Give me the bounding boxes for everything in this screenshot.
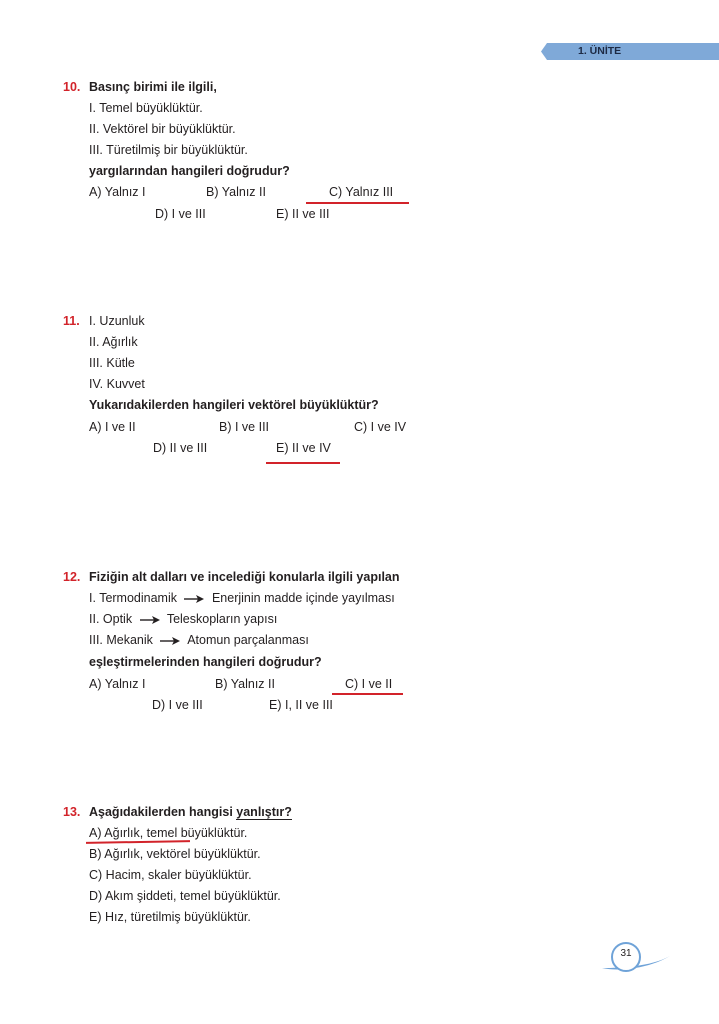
q10-option-d: D) I ve III xyxy=(155,207,206,221)
q12-pair-1 xyxy=(89,591,395,605)
q12-pair-2 xyxy=(89,612,277,626)
arrow-right-icon xyxy=(160,636,180,646)
unit-label: 1. ÜNİTE xyxy=(578,45,622,57)
q12-pair-1-left: I. Termodinamik xyxy=(89,591,177,605)
q11-number: 11. xyxy=(63,314,80,328)
q13-number: 13. xyxy=(63,805,81,819)
q12-option-b: B) Yalnız II xyxy=(215,677,275,691)
q13-option-b: B) Ağırlık, vektörel büyüklüktür. xyxy=(89,847,261,861)
q11-answer-underline xyxy=(266,462,340,464)
q10-option-b: B) Yalnız II xyxy=(206,185,266,199)
q10-answer-underline xyxy=(306,202,409,204)
q12-option-c: C) I ve II xyxy=(345,677,393,691)
q13-option-e: E) Hız, türetilmiş büyüklüktür. xyxy=(89,910,251,924)
q13-stem-text: Aşağıdakilerden hangisi xyxy=(89,805,233,819)
q12-option-a: A) Yalnız I xyxy=(89,677,146,691)
q13-option-c: C) Hacim, skaler büyüklüktür. xyxy=(89,868,252,882)
q10-option-c: C) Yalnız III xyxy=(329,185,394,199)
q11-item-4: IV. Kuvvet xyxy=(89,377,145,391)
q12-stem: Fiziğin alt dalları ve incelediği konularla ilgili yapılan xyxy=(89,570,400,584)
q12-pair-3-left: III. Mekanik xyxy=(89,633,153,647)
q11-option-c: C) I ve IV xyxy=(354,420,407,434)
q12-pair-3-right: Atomun parçalanması xyxy=(187,633,309,647)
q10-option-a: A) Yalnız I xyxy=(89,185,146,199)
q13-stem xyxy=(89,805,292,819)
q12-pair-3 xyxy=(89,633,309,647)
q10-item-3: III. Türetilmiş bir büyüklüktür. xyxy=(89,143,248,157)
q13-option-a: A) Ağırlık, temel büyüklüktür. xyxy=(89,826,248,840)
q12-pair-1-right: Enerjinin madde içinde yayılması xyxy=(211,591,395,605)
q10-item-1: I. Temel büyüklüktür. xyxy=(89,101,203,115)
q11-option-e: E) II ve IV xyxy=(276,441,331,455)
q13-answer-underline xyxy=(86,840,190,844)
q12-question: eşleştirmelerinden hangileri doğrudur? xyxy=(89,655,322,669)
q11-item-1: I. Uzunluk xyxy=(89,314,145,328)
q11-item-2: II. Ağırlık xyxy=(89,335,138,349)
q11-option-a: A) I ve II xyxy=(89,420,136,434)
unit-tab xyxy=(541,43,719,60)
q13-stem-emphasis: yanlıştır? xyxy=(236,805,292,819)
q12-pair-2-right: Teleskopların yapısı xyxy=(166,612,278,626)
q11-question: Yukarıdakilerden hangileri vektörel büyüklüktür? xyxy=(89,398,379,412)
q10-item-2: II. Vektörel bir büyüklüktür. xyxy=(89,122,236,136)
q11-option-d: D) II ve III xyxy=(153,441,208,455)
q12-pair-2-left: II. Optik xyxy=(89,612,133,626)
q11-option-b: B) I ve III xyxy=(219,420,270,434)
q10-option-e: E) II ve III xyxy=(276,207,330,221)
page-number: 31 xyxy=(620,948,632,959)
q12-answer-underline xyxy=(332,693,403,695)
arrow-right-icon xyxy=(184,594,204,604)
arrow-right-icon xyxy=(140,615,160,625)
q12-number: 12. xyxy=(63,570,81,584)
q12-option-e: E) I, II ve III xyxy=(269,698,333,712)
q10-stem: Basınç birimi ile ilgili, xyxy=(89,80,217,94)
q10-question: yargılarından hangileri doğrudur? xyxy=(89,164,290,178)
q11-item-3: III. Kütle xyxy=(89,356,135,370)
q10-number: 10. xyxy=(63,80,81,94)
q12-option-d: D) I ve III xyxy=(152,698,203,712)
q13-option-d: D) Akım şiddeti, temel büyüklüktür. xyxy=(89,889,281,903)
